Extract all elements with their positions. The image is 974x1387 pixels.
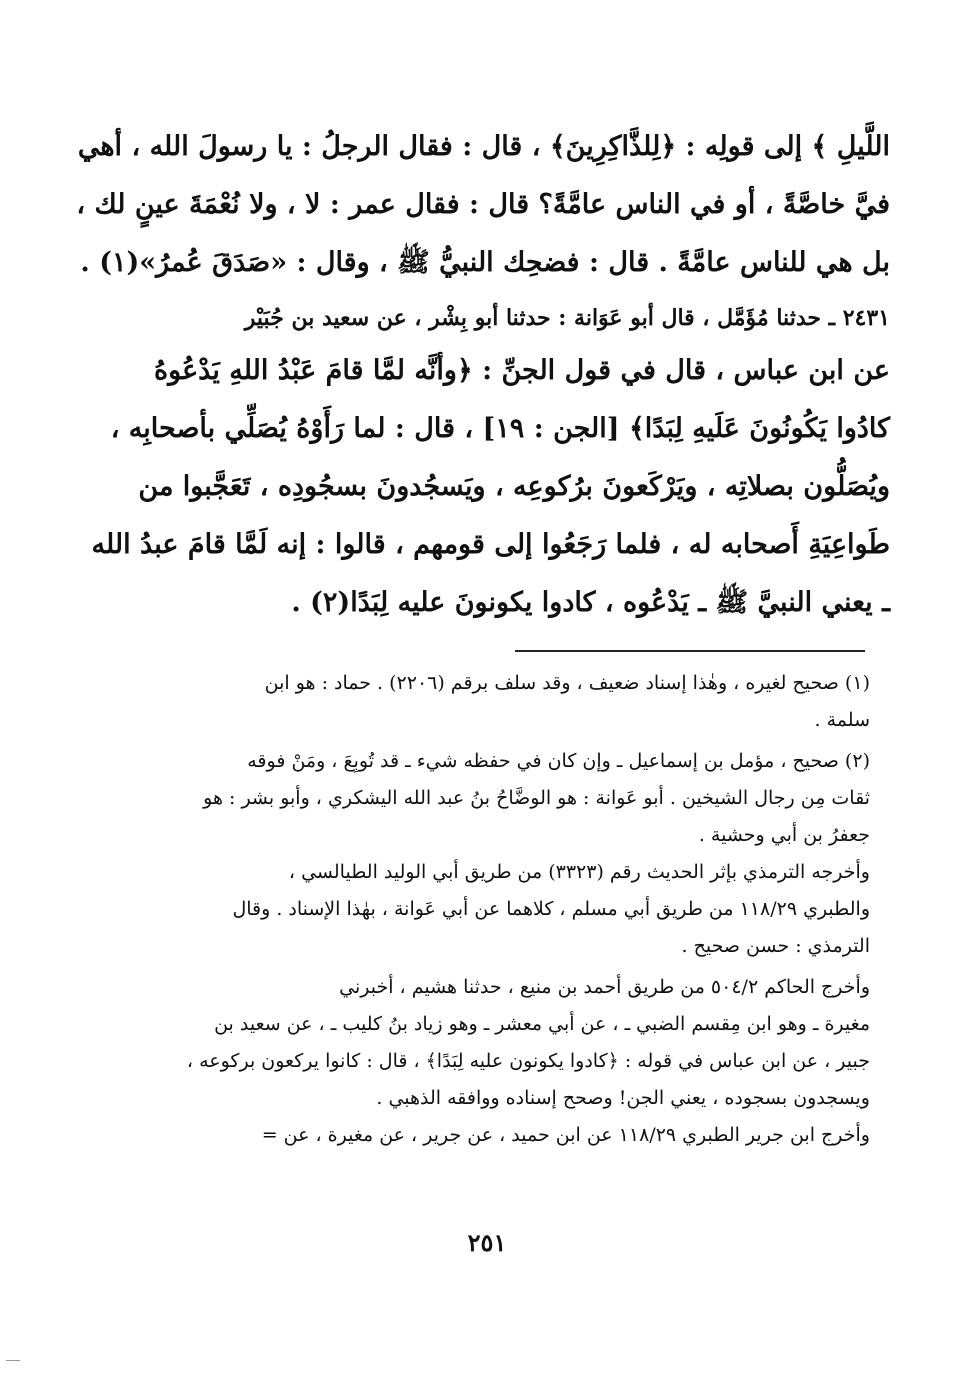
- main-line: طَواعِيَةِ أَصحابه له ، فلما رَجَعُوا إلى قومهم ، قالوا : إنه لَمَّا قامَ عبدُ الله: [91, 529, 890, 560]
- main-line: كادُوا يَكُونُونَ عَلَيهِ لِبَدًا﴾ [الجن : ١٩] ، قال : لما رَأَوْهُ يُصَلِّي بأصحابِه ،: [110, 413, 890, 444]
- footnote-line: جعفرُ بن أبي وحشية .: [698, 824, 870, 846]
- main-line: ـ يعني النبيَّ ﷺ ـ يَدْعُوه ، كادوا يكونونَ عليه لِبَدًا(٢) .: [291, 587, 890, 618]
- main-line: عن ابن عباس ، قال في قول الجنِّ : ﴿وأنَّه لمَّا قامَ عَبْدُ اللهِ يَدْعُوهُ: [153, 355, 890, 386]
- main-line: بل هي للناس عامَّةً . قال : فضحِك النبيُّ ﷺ ، وقال : «صَدَقَ عُمرُ»(١) .: [80, 247, 890, 278]
- footnote-line: وأخرج الحاكم ٥٠٤/٢ من طريق أحمد بن منيع ، حدثنا هشيم ، أخبرني: [339, 976, 870, 998]
- footnote-line: وأخرج ابن جرير الطبري ١١٨/٢٩ عن ابن حميد ، عن جرير ، عن مغيرة ، عن =: [261, 1124, 870, 1146]
- scan-edge-mark: [6, 1360, 20, 1361]
- footnote-line: (٢) صحيح ، مؤمل بن إسماعيل ـ وإن كان في حفظه شيء ـ قد تُوبِعَ ، ومَنْ فوقه: [247, 750, 870, 772]
- main-line: فيَّ خاصَّةً ، أو في الناس عامَّةً؟ قال : فقال عمر : لا ، ولا نُعْمَةَ عينٍ لك ،: [76, 189, 890, 220]
- footnote-line: (١) صحيح لغيره ، وهٰذا إسناد ضعيف ، وقد سلف برقم (٢٢٠٦) . حماد : هو ابن: [264, 672, 870, 694]
- footnote-line: سلمة .: [814, 709, 870, 731]
- footnotes-block: [150, 665, 870, 1154]
- main-text-block: [76, 118, 890, 632]
- footnote-line: والطبري ١١٨/٢٩ من طريق أبي مسلم ، كلاهما عن أبي عَوانة ، بهٰذا الإسناد . وقال: [232, 898, 870, 920]
- main-line: ويُصَلُّون بصلاتِه ، ويَرْكَعونَ برُكوعِه ، ويَسجُدونَ بسجُودِه ، تَعَجَّبوا من: [138, 471, 890, 502]
- footnote-separator: [515, 650, 865, 652]
- main-line: اللَّيلِ ﴾ إلى قولِه : ﴿لِلذَّاكِرِينَ﴾ ، قال : فقال الرجلُ : يا رسولَ الله ، أهي: [77, 131, 890, 162]
- footnote-line: مغيرة ـ وهو ابن مِقسم الضبي ـ ، عن أبي معشر ـ وهو زياد بنُ كليب ـ ، عن سعيد بن: [214, 1013, 870, 1035]
- footnote-line: ويسجدون بسجوده ، يعني الجن! وصحح إسناده ووافقه الذهبي .: [376, 1087, 870, 1109]
- footnote-line: وأخرجه الترمذي بإثر الحديث رقم (٣٣٢٣) من طريق أبي الوليد الطيالسي ،: [288, 861, 870, 883]
- footnote-line: جبير ، عن ابن عباس في قوله : ﴿كادوا يكونون عليه لِبَدًا﴾ ، قال : كانوا يركعون بركوعه ،: [186, 1050, 870, 1072]
- footnote-line: ثقات مِن رجال الشيخين . أبو عَوانة : هو الوضَّاحُ بنُ عبد الله اليشكري ، وأبو بشر : هو: [203, 787, 870, 809]
- page-number: ٢٥١: [467, 1228, 507, 1257]
- hadith-chain-line: ٢٤٣١ ـ حدثنا مُؤَمَّل ، قال أبو عَوَانة : حدثنا أبو بِشْر ، عن سعيد بن جُبَيْر: [244, 305, 890, 331]
- footnote-line: الترمذي : حسن صحيح .: [681, 935, 870, 957]
